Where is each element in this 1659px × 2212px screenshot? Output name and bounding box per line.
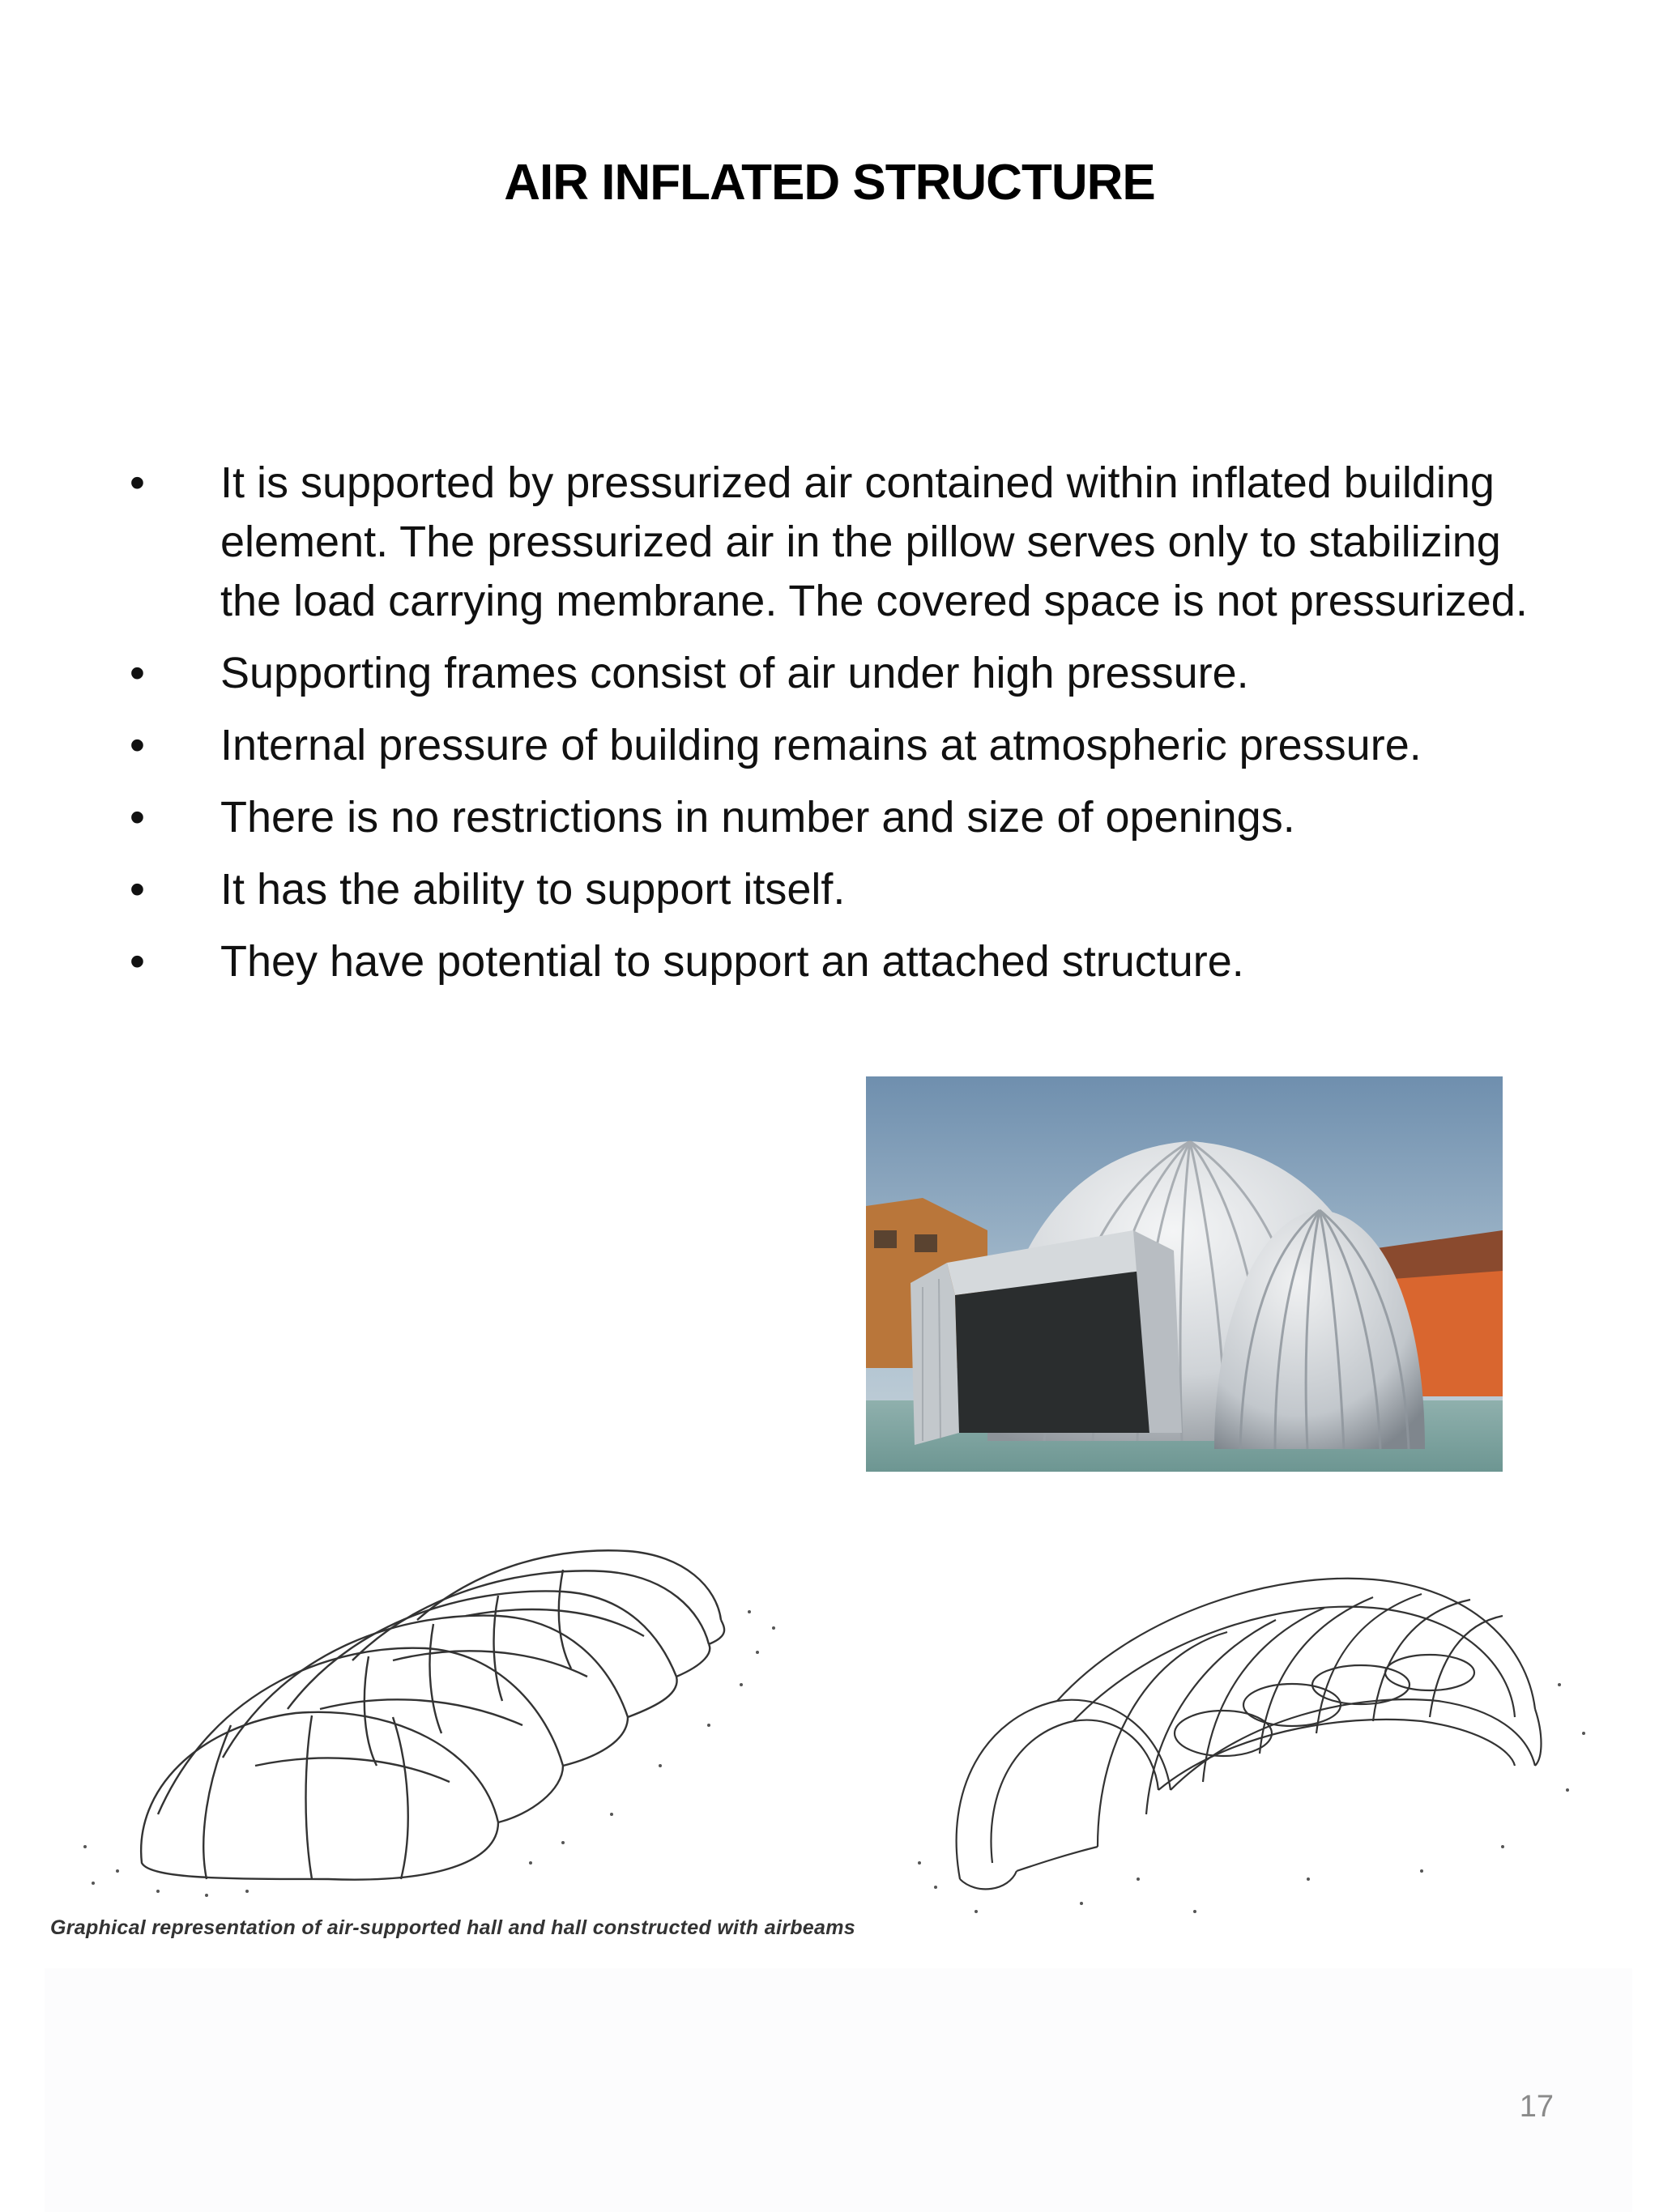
bullet-icon: • [130, 649, 145, 697]
bullet-item [130, 454, 1555, 631]
bullet-text: They have potential to support an attached structure. [220, 937, 1244, 986]
bullet-item [130, 644, 1555, 703]
bottom-background [45, 1968, 1632, 2212]
bullet-text: It has the ability to support itself. [220, 865, 846, 914]
bullet-list [130, 454, 1555, 1004]
bullet-item [130, 932, 1555, 991]
bullet-item [130, 716, 1555, 775]
bullet-item [130, 860, 1555, 919]
bullet-text: Internal pressure of building remains at atmospheric pressure. [220, 721, 1422, 769]
bullet-item [130, 788, 1555, 847]
bullet-icon: • [130, 793, 145, 842]
bullet-icon: • [130, 721, 145, 769]
bullet-icon: • [130, 937, 145, 986]
slide-title: AIR INFLATED STRUCTURE [504, 155, 1155, 211]
bullet-text: Supporting frames consist of air under high pressure. [220, 649, 1249, 697]
figure-caption: Graphical representation of air-supported hall and hall constructed with airbeams [50, 1916, 855, 1939]
bullet-icon: • [130, 458, 145, 507]
page-number: 17 [1519, 2090, 1554, 2124]
bullet-text: There is no restrictions in number and size of openings. [220, 793, 1295, 842]
bullet-icon: • [130, 865, 145, 914]
airhall-line-drawings [45, 1523, 1632, 1984]
inflatable-dome-photo [866, 1076, 1503, 1472]
bullet-text: It is supported by pressurized air contained within inflated building element. The pressurized air in the pillow serves only to stabilizing the load carrying membrane. The covered space is not pressurized. [220, 458, 1528, 625]
